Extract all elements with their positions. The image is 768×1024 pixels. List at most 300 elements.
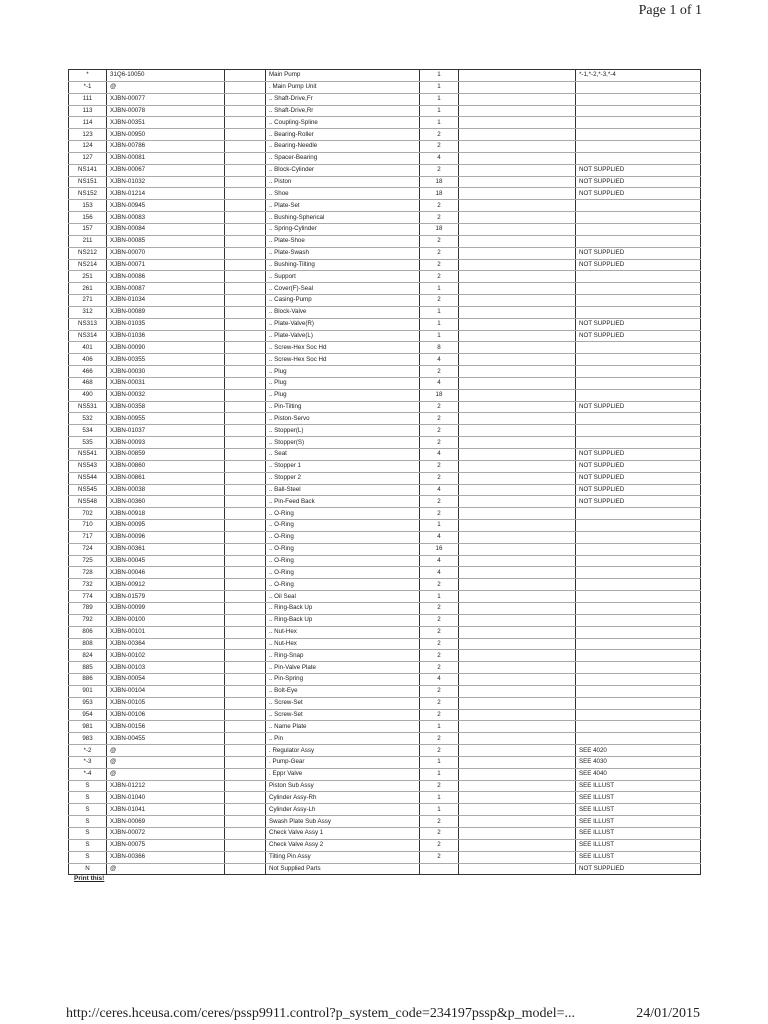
description-cell: .. Piston: [266, 176, 420, 188]
table-row: [69, 591, 701, 603]
part-number-cell: XJBN-00071: [107, 259, 225, 271]
part-number-cell: XJBN-00084: [107, 223, 225, 235]
ref-cell: S: [69, 792, 107, 804]
ref-cell: 468: [69, 377, 107, 389]
remarks-cell: [576, 555, 701, 567]
quantity-cell: 1: [420, 283, 459, 295]
quantity-cell: 2: [420, 602, 459, 614]
description-cell: .. Screw-Set: [266, 697, 420, 709]
description-cell: .. O-Ring: [266, 555, 420, 567]
ref-cell: 789: [69, 602, 107, 614]
part-number-cell: XJBN-00069: [107, 816, 225, 828]
description-cell: .. Pin-Tilting: [266, 401, 420, 413]
ref-cell: NS548: [69, 496, 107, 508]
blank-cell: [225, 626, 266, 638]
description-cell: .. Spring-Cylinder: [266, 223, 420, 235]
blank-cell: [459, 105, 576, 117]
blank-cell: [459, 816, 576, 828]
blank-cell: [459, 531, 576, 543]
table-row: [69, 863, 701, 875]
quantity-cell: [420, 863, 459, 875]
remarks-cell: NOT SUPPLIED: [576, 472, 701, 484]
blank-cell: [459, 567, 576, 579]
blank-cell: [225, 460, 266, 472]
part-number-cell: XJBN-00087: [107, 283, 225, 295]
remarks-cell: NOT SUPPLIED: [576, 496, 701, 508]
part-number-cell: XJBN-01034: [107, 295, 225, 307]
ref-cell: 725: [69, 555, 107, 567]
blank-cell: [225, 851, 266, 863]
description-cell: .. Plug: [266, 389, 420, 401]
part-number-cell: XJBN-00361: [107, 543, 225, 555]
ref-cell: S: [69, 839, 107, 851]
ref-cell: NS214: [69, 259, 107, 271]
table-row: [69, 839, 701, 851]
quantity-cell: 2: [420, 709, 459, 721]
ref-cell: 717: [69, 531, 107, 543]
description-cell: .. Stopper(S): [266, 437, 420, 449]
ref-cell: 824: [69, 650, 107, 662]
part-number-cell: @: [107, 863, 225, 875]
description-cell: Main Pump: [266, 70, 420, 82]
ref-cell: 728: [69, 567, 107, 579]
quantity-cell: 2: [420, 413, 459, 425]
part-number-cell: XJBN-00046: [107, 567, 225, 579]
part-number-cell: XJBN-00104: [107, 685, 225, 697]
blank-cell: [225, 839, 266, 851]
description-cell: Swash Plate Sub Assy: [266, 816, 420, 828]
part-number-cell: XJBN-00360: [107, 496, 225, 508]
remarks-cell: [576, 662, 701, 674]
blank-cell: [225, 472, 266, 484]
quantity-cell: 2: [420, 851, 459, 863]
ref-cell: NS141: [69, 164, 107, 176]
remarks-cell: NOT SUPPLIED: [576, 259, 701, 271]
table-row: [69, 105, 701, 117]
blank-cell: [225, 780, 266, 792]
quantity-cell: 2: [420, 780, 459, 792]
quantity-cell: 2: [420, 828, 459, 840]
ref-cell: *-3: [69, 756, 107, 768]
blank-cell: [225, 567, 266, 579]
part-number-cell: XJBN-00918: [107, 508, 225, 520]
part-number-cell: XJBN-00090: [107, 342, 225, 354]
table-row: [69, 816, 701, 828]
blank-cell: [225, 212, 266, 224]
table-row: [69, 851, 701, 863]
table-row: [69, 780, 701, 792]
blank-cell: [459, 591, 576, 603]
blank-cell: [459, 318, 576, 330]
ref-cell: 113: [69, 105, 107, 117]
description-cell: .. Stopper 1: [266, 460, 420, 472]
ref-cell: *-1: [69, 81, 107, 93]
blank-cell: [225, 283, 266, 295]
part-number-cell: @: [107, 745, 225, 757]
remarks-cell: SEE ILLUST: [576, 839, 701, 851]
quantity-cell: 4: [420, 484, 459, 496]
table-row: [69, 235, 701, 247]
blank-cell: [225, 93, 266, 105]
blank-cell: [459, 863, 576, 875]
table-row: [69, 330, 701, 342]
table-row: [69, 828, 701, 840]
table-row: [69, 200, 701, 212]
parts-table-body: [69, 70, 701, 875]
quantity-cell: 1: [420, 117, 459, 129]
ref-cell: NS152: [69, 188, 107, 200]
blank-cell: [225, 745, 266, 757]
remarks-cell: [576, 366, 701, 378]
remarks-cell: [576, 614, 701, 626]
description-cell: .. Plate-Valve(R): [266, 318, 420, 330]
ref-cell: 808: [69, 638, 107, 650]
part-number-cell: XJBN-00912: [107, 579, 225, 591]
blank-cell: [459, 223, 576, 235]
table-row: [69, 401, 701, 413]
blank-cell: [225, 638, 266, 650]
quantity-cell: 8: [420, 342, 459, 354]
ref-cell: NS314: [69, 330, 107, 342]
part-number-cell: XJBN-01037: [107, 425, 225, 437]
remarks-cell: [576, 626, 701, 638]
part-number-cell: XJBN-01041: [107, 804, 225, 816]
remarks-cell: SEE ILLUST: [576, 828, 701, 840]
table-row: [69, 164, 701, 176]
table-row: [69, 543, 701, 555]
quantity-cell: 2: [420, 626, 459, 638]
blank-cell: [225, 354, 266, 366]
remarks-cell: SEE ILLUST: [576, 780, 701, 792]
blank-cell: [459, 389, 576, 401]
table-row: [69, 602, 701, 614]
blank-cell: [459, 851, 576, 863]
blank-cell: [459, 164, 576, 176]
remarks-cell: NOT SUPPLIED: [576, 164, 701, 176]
blank-cell: [459, 425, 576, 437]
blank-cell: [459, 354, 576, 366]
part-number-cell: XJBN-00032: [107, 389, 225, 401]
description-cell: .. Ball-Steel: [266, 484, 420, 496]
description-cell: .. Ring-Back Up: [266, 614, 420, 626]
description-cell: .. Bearing-Roller: [266, 129, 420, 141]
blank-cell: [459, 342, 576, 354]
quantity-cell: 18: [420, 176, 459, 188]
part-number-cell: XJBN-00089: [107, 306, 225, 318]
part-number-cell: XJBN-00045: [107, 555, 225, 567]
part-number-cell: XJBN-00078: [107, 105, 225, 117]
table-row: [69, 212, 701, 224]
description-cell: Cylinder Assy-Rh: [266, 792, 420, 804]
quantity-cell: 2: [420, 141, 459, 153]
blank-cell: [225, 756, 266, 768]
part-number-cell: XJBN-00355: [107, 354, 225, 366]
blank-cell: [225, 709, 266, 721]
blank-cell: [225, 342, 266, 354]
description-cell: .. Casing-Pump: [266, 295, 420, 307]
description-cell: .. O-Ring: [266, 579, 420, 591]
blank-cell: [225, 662, 266, 674]
blank-cell: [225, 70, 266, 82]
part-number-cell: XJBN-01212: [107, 780, 225, 792]
ref-cell: NS531: [69, 401, 107, 413]
quantity-cell: 2: [420, 425, 459, 437]
part-number-cell: XJBN-00083: [107, 212, 225, 224]
table-row: [69, 425, 701, 437]
blank-cell: [225, 697, 266, 709]
blank-cell: [225, 164, 266, 176]
ref-cell: *: [69, 70, 107, 82]
quantity-cell: 2: [420, 247, 459, 259]
description-cell: .. Cover(F)-Seal: [266, 283, 420, 295]
remarks-cell: [576, 212, 701, 224]
ref-cell: 127: [69, 152, 107, 164]
table-row: [69, 721, 701, 733]
ref-cell: 885: [69, 662, 107, 674]
part-number-cell: XJBN-00099: [107, 602, 225, 614]
quantity-cell: 1: [420, 70, 459, 82]
ref-cell: 732: [69, 579, 107, 591]
blank-cell: [225, 401, 266, 413]
blank-cell: [459, 602, 576, 614]
description-cell: .. Shaft-Drive,Rr: [266, 105, 420, 117]
table-row: [69, 129, 701, 141]
remarks-cell: [576, 425, 701, 437]
description-cell: .. Bolt-Eye: [266, 685, 420, 697]
blank-cell: [459, 496, 576, 508]
remarks-cell: [576, 93, 701, 105]
table-row: [69, 449, 701, 461]
remarks-cell: [576, 437, 701, 449]
quantity-cell: 2: [420, 259, 459, 271]
part-number-cell: XJBN-00067: [107, 164, 225, 176]
table-row: [69, 259, 701, 271]
table-row: [69, 306, 701, 318]
remarks-cell: [576, 306, 701, 318]
quantity-cell: 1: [420, 768, 459, 780]
table-row: [69, 697, 701, 709]
part-number-cell: XJBN-00786: [107, 141, 225, 153]
table-row: [69, 342, 701, 354]
table-row: [69, 626, 701, 638]
remarks-cell: [576, 283, 701, 295]
part-number-cell: XJBN-00859: [107, 449, 225, 461]
ref-cell: 702: [69, 508, 107, 520]
table-row: [69, 638, 701, 650]
parts-table: [68, 69, 701, 875]
quantity-cell: 4: [420, 354, 459, 366]
quantity-cell: 1: [420, 721, 459, 733]
part-number-cell: XJBN-00085: [107, 235, 225, 247]
blank-cell: [459, 377, 576, 389]
blank-cell: [459, 413, 576, 425]
blank-cell: [225, 425, 266, 437]
quantity-cell: 2: [420, 212, 459, 224]
remarks-cell: SEE ILLUST: [576, 804, 701, 816]
description-cell: .. O-Ring: [266, 531, 420, 543]
remarks-cell: [576, 733, 701, 745]
description-cell: .. Nut-Hex: [266, 638, 420, 650]
description-cell: .. Bearing-Needle: [266, 141, 420, 153]
part-number-cell: XJBN-01035: [107, 318, 225, 330]
blank-cell: [225, 828, 266, 840]
table-row: [69, 437, 701, 449]
remarks-cell: [576, 709, 701, 721]
remarks-cell: NOT SUPPLIED: [576, 176, 701, 188]
blank-cell: [459, 697, 576, 709]
quantity-cell: 2: [420, 235, 459, 247]
part-number-cell: XJBN-00950: [107, 129, 225, 141]
table-row: [69, 650, 701, 662]
ref-cell: 710: [69, 520, 107, 532]
blank-cell: [225, 117, 266, 129]
part-number-cell: XJBN-00086: [107, 271, 225, 283]
quantity-cell: 2: [420, 460, 459, 472]
remarks-cell: [576, 141, 701, 153]
blank-cell: [225, 863, 266, 875]
footer-url: http://ceres.hceusa.com/ceres/pssp9911.control?p_system_code=234197pssp&p_model=...: [66, 1006, 576, 1021]
blank-cell: [459, 259, 576, 271]
part-number-cell: XJBN-01036: [107, 330, 225, 342]
quantity-cell: 2: [420, 733, 459, 745]
blank-cell: [225, 188, 266, 200]
ref-cell: 251: [69, 271, 107, 283]
ref-cell: 534: [69, 425, 107, 437]
blank-cell: [459, 780, 576, 792]
quantity-cell: 1: [420, 105, 459, 117]
quantity-cell: 18: [420, 389, 459, 401]
blank-cell: [459, 81, 576, 93]
remarks-cell: NOT SUPPLIED: [576, 247, 701, 259]
blank-cell: [225, 377, 266, 389]
description-cell: .. Plate-Valve(L): [266, 330, 420, 342]
ref-cell: 886: [69, 674, 107, 686]
table-row: [69, 81, 701, 93]
quantity-cell: 2: [420, 579, 459, 591]
remarks-cell: [576, 295, 701, 307]
remarks-cell: NOT SUPPLIED: [576, 863, 701, 875]
quantity-cell: 2: [420, 816, 459, 828]
print-link[interactable]: Print this!: [74, 875, 105, 882]
blank-cell: [459, 709, 576, 721]
part-number-cell: XJBN-00075: [107, 839, 225, 851]
table-row: [69, 366, 701, 378]
part-number-cell: XJBN-00054: [107, 674, 225, 686]
blank-cell: [225, 484, 266, 496]
part-number-cell: XJBN-00072: [107, 828, 225, 840]
blank-cell: [225, 543, 266, 555]
blank-cell: [459, 555, 576, 567]
blank-cell: [225, 602, 266, 614]
quantity-cell: 4: [420, 555, 459, 567]
ref-cell: 953: [69, 697, 107, 709]
blank-cell: [459, 745, 576, 757]
table-row: [69, 389, 701, 401]
quantity-cell: 1: [420, 306, 459, 318]
description-cell: .. Screw-Set: [266, 709, 420, 721]
blank-cell: [459, 306, 576, 318]
blank-cell: [459, 366, 576, 378]
quantity-cell: 2: [420, 614, 459, 626]
table-row: [69, 377, 701, 389]
blank-cell: [459, 662, 576, 674]
remarks-cell: NOT SUPPLIED: [576, 449, 701, 461]
part-number-cell: XJBN-00077: [107, 93, 225, 105]
blank-cell: [225, 295, 266, 307]
blank-cell: [459, 508, 576, 520]
part-number-cell: XJBN-00038: [107, 484, 225, 496]
ref-cell: 535: [69, 437, 107, 449]
blank-cell: [225, 768, 266, 780]
blank-cell: [225, 508, 266, 520]
blank-cell: [225, 141, 266, 153]
blank-cell: [225, 674, 266, 686]
description-cell: .. Bushing-Tilting: [266, 259, 420, 271]
blank-cell: [459, 484, 576, 496]
remarks-cell: [576, 543, 701, 555]
remarks-cell: NOT SUPPLIED: [576, 401, 701, 413]
blank-cell: [459, 330, 576, 342]
ref-cell: 490: [69, 389, 107, 401]
table-row: [69, 756, 701, 768]
ref-cell: S: [69, 828, 107, 840]
blank-cell: [459, 543, 576, 555]
table-row: [69, 295, 701, 307]
ref-cell: 901: [69, 685, 107, 697]
ref-cell: 532: [69, 413, 107, 425]
ref-cell: 124: [69, 141, 107, 153]
blank-cell: [459, 117, 576, 129]
quantity-cell: 4: [420, 377, 459, 389]
quantity-cell: 2: [420, 401, 459, 413]
quantity-cell: 2: [420, 839, 459, 851]
ref-cell: S: [69, 780, 107, 792]
remarks-cell: [576, 105, 701, 117]
quantity-cell: 1: [420, 520, 459, 532]
part-number-cell: XJBN-00955: [107, 413, 225, 425]
part-number-cell: @: [107, 756, 225, 768]
blank-cell: [225, 685, 266, 697]
blank-cell: [459, 401, 576, 413]
description-cell: . Pump-Gear: [266, 756, 420, 768]
remarks-cell: [576, 721, 701, 733]
part-number-cell: XJBN-00070: [107, 247, 225, 259]
description-cell: Tilting Pin Assy: [266, 851, 420, 863]
table-row: [69, 472, 701, 484]
blank-cell: [225, 496, 266, 508]
description-cell: .. Oil Seal: [266, 591, 420, 603]
description-cell: . Eppr Valve: [266, 768, 420, 780]
blank-cell: [225, 531, 266, 543]
remarks-cell: SEE ILLUST: [576, 851, 701, 863]
description-cell: .. Nut-Hex: [266, 626, 420, 638]
blank-cell: [225, 733, 266, 745]
part-number-cell: XJBN-01214: [107, 188, 225, 200]
blank-cell: [225, 330, 266, 342]
description-cell: .. Plate-Set: [266, 200, 420, 212]
description-cell: .. Support: [266, 271, 420, 283]
quantity-cell: 4: [420, 152, 459, 164]
blank-cell: [225, 129, 266, 141]
part-number-cell: XJBN-00364: [107, 638, 225, 650]
table-row: [69, 271, 701, 283]
quantity-cell: 1: [420, 756, 459, 768]
quantity-cell: 2: [420, 437, 459, 449]
part-number-cell: XJBN-00030: [107, 366, 225, 378]
quantity-cell: 1: [420, 81, 459, 93]
blank-cell: [459, 674, 576, 686]
blank-cell: [459, 792, 576, 804]
